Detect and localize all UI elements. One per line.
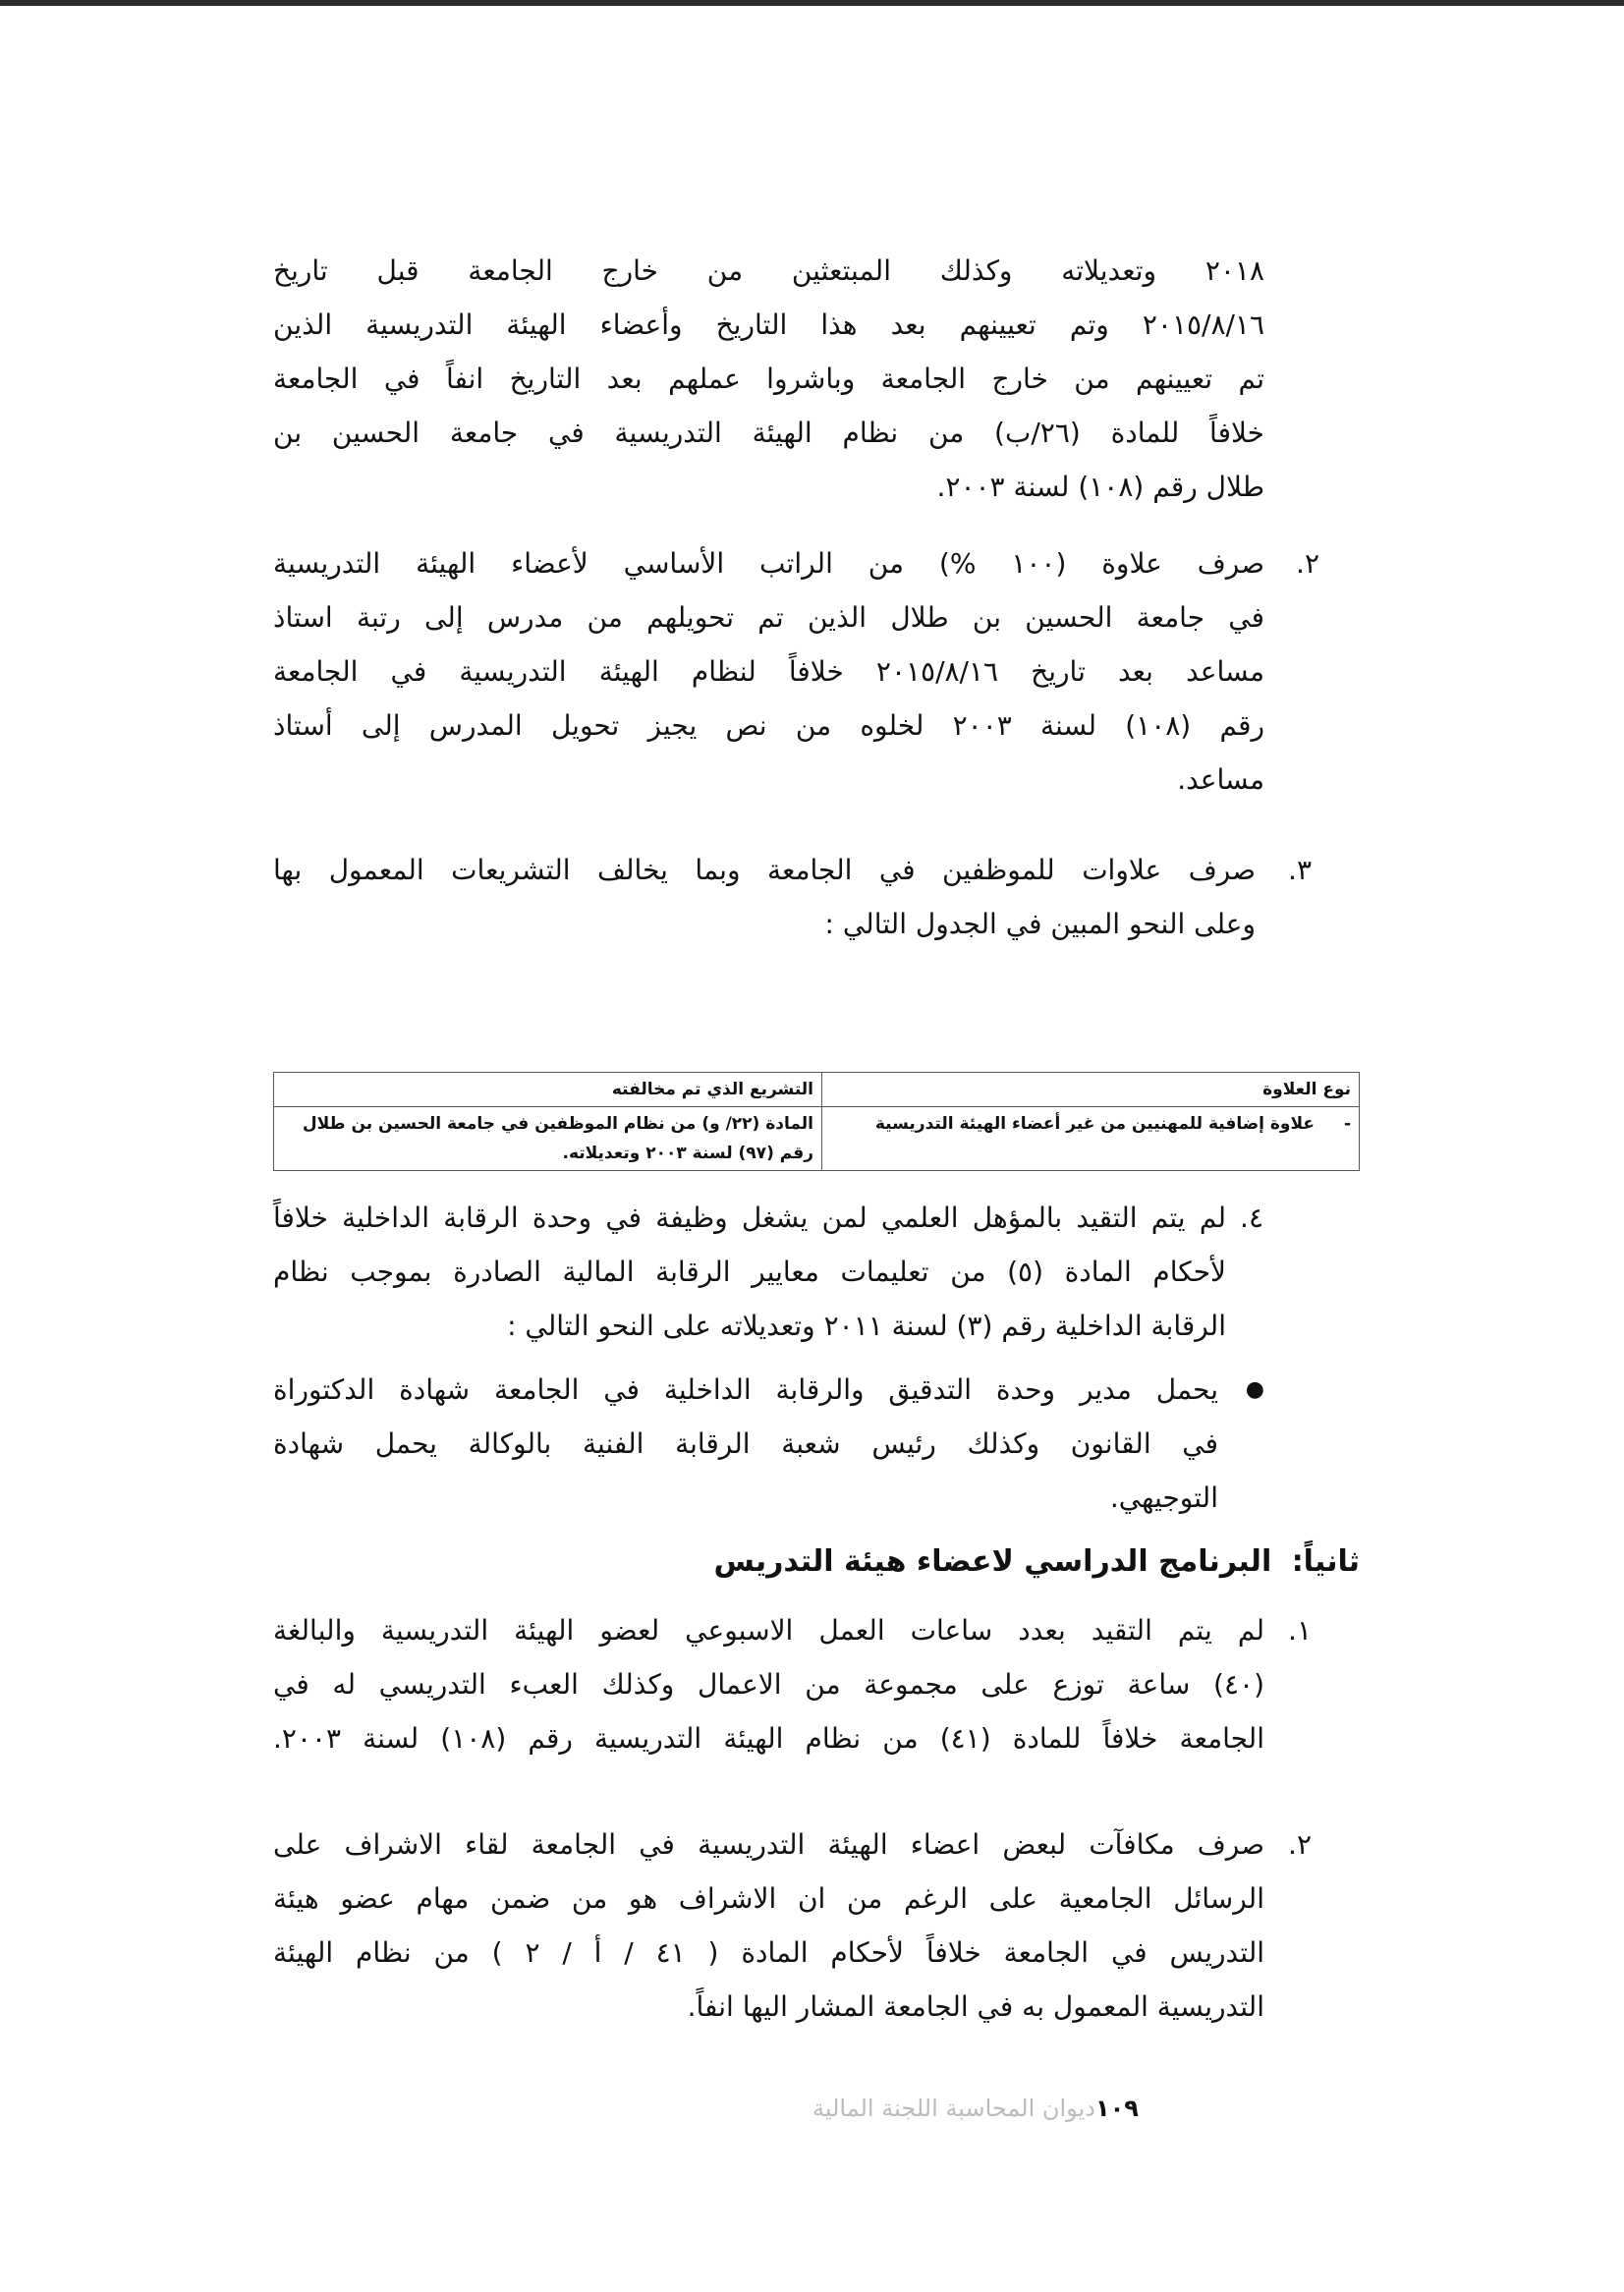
paragraph-line: رقم (١٠٨) لسنة ٢٠٠٣ لخلوه من نص يجيز تحويل المدرس إلى أستاذ [273,709,1264,742]
section-heading-prefix: ثانياً: [1291,1544,1360,1579]
paragraph-line: يحمل مدير وحدة التدقيق والرقابة الداخلية في الجامعة شهادة الدكتوراة [273,1373,1218,1406]
page-number: ١٠٩ [1094,2095,1139,2122]
paragraph-line: طلال رقم (١٠٨) لسنة ٢٠٠٣. [936,471,1264,503]
table-header-row [274,1073,1360,1107]
paragraph-line: لم يتم التقيد بالمؤهل العلمي لمن يشغل وظيفة في وحدة الرقابة الداخلية خلافاً [273,1202,1226,1234]
section-heading-title: البرنامج الدراسي لاعضاء هيئة التدريس [713,1544,1272,1579]
table-cell-legislation [274,1107,822,1171]
bullet-item [273,1363,1218,1525]
table-header-cell: نوع العلاوة [822,1073,1360,1107]
paragraph-line: التدريسية المعمول به في الجامعة المشار اليها انفاً. [687,1990,1264,2023]
paragraph-line: ٢٠١٥/٨/١٦ وتم تعيينهم بعد هذا التاريخ وأعضاء الهيئة التدريسية الذين [273,308,1264,341]
footer-publisher: ديوان المحاسبة اللجنة المالية [812,2095,1095,2122]
paragraph-line: الرقابة الداخلية رقم (٣) لسنة ٢٠١١ وتعديلاته على النحو التالي : [507,1310,1226,1342]
paragraph-line: ٢٠١٨ وتعديلاته وكذلك المبتعثين من خارج الجامعة قبل تاريخ [273,254,1264,287]
paragraph-line: في القانون وكذلك رئيس شعبة الرقابة الفنية بالوكالة يحمل شهادة [273,1427,1218,1460]
legislation-line: المادة (٢٢/ و) من نظام الموظفين في جامعة الحسين بن طلال [302,1114,813,1134]
paragraph-line: مساعد بعد تاريخ ٢٠١٥/٨/١٦ خلافاً لنظام الهيئة التدريسية في الجامعة [273,655,1264,688]
paragraph-line: صرف علاوة (١٠٠ %) من الراتب الأساسي لأعضاء الهيئة التدريسية [273,547,1264,580]
paragraph-line: تم تعيينهم من خارج الجامعة وباشروا عملهم بعد التاريخ انفاً في الجامعة [273,363,1264,395]
intro-paragraph [273,244,1264,514]
row-bullet: - [1343,1114,1351,1134]
paragraph-line: التدريس في الجامعة خلافاً لأحكام المادة ( ٤١ / أ / ٢ ) من نظام الهيئة [273,1936,1264,1969]
list-marker: ٤. [1240,1202,1263,1234]
section-heading [713,1535,1360,1589]
page-footer [812,2095,1139,2122]
paragraph-line: (٤٠) ساعة توزع على مجموعة من الاعمال وكذلك العبء التدريسي له في [273,1668,1264,1701]
paragraph-line: في جامعة الحسين بن طلال الذين تم تحويلهم من مدرس إلى رتبة استاذ [273,601,1264,634]
paragraph-line: الجامعة خلافاً للمادة (٤١) من نظام الهيئة التدريسية رقم (١٠٨) لسنة ٢٠٠٣. [273,1722,1264,1755]
allowances-table [273,1072,1360,1171]
scan-border [0,0,1624,6]
section-2-item-1 [273,1603,1264,1765]
paragraph-line: وعلى النحو المبين في الجدول التالي : [824,908,1256,940]
allowance-type-text: علاوة إضافية للمهنيين من غير أعضاء الهيئة التدريسية [874,1114,1316,1134]
list-marker: ١. [1288,1614,1312,1647]
list-item-2 [273,536,1264,807]
paragraph-line: صرف مكافآت لبعض اعضاء الهيئة التدريسية في الجامعة لقاء الاشراف على [273,1828,1264,1861]
list-marker: ٢. [1288,1828,1312,1861]
table-row [274,1107,1360,1171]
paragraph-line: الرسائل الجامعية على الرغم من ان الاشراف هو من ضمن مهام عضو هيئة [273,1882,1264,1915]
list-marker: ٢. [1296,547,1319,580]
paragraph-line: لم يتم التقيد بعدد ساعات العمل الاسبوعي لعضو الهيئة التدريسية والبالغة [273,1614,1264,1647]
table-header-cell: التشريع الذي تم مخالفته [274,1073,822,1107]
paragraph-line: صرف علاوات للموظفين في الجامعة وبما يخالف التشريعات المعمول بها [273,854,1256,886]
table-cell-allowance-type [822,1107,1360,1171]
paragraph-line: لأحكام المادة (٥) من تعليمات معايير الرقابة المالية الصادرة بموجب نظام [273,1256,1226,1288]
list-item-3 [273,843,1256,951]
legislation-line: رقم (٩٧) لسنة ٢٠٠٣ وتعديلاته. [562,1144,813,1163]
section-2-item-2 [273,1817,1264,2034]
paragraph-line: خلافاً للمادة (٢٦/ب) من نظام الهيئة التدريسية في جامعة الحسين بن [273,417,1264,449]
list-marker: ٣. [1288,854,1312,886]
list-item-4 [273,1191,1226,1353]
paragraph-line: التوجيهي. [1109,1481,1218,1514]
bullet-icon: ● [1245,1377,1264,1402]
paragraph-line: مساعد. [1177,763,1264,796]
